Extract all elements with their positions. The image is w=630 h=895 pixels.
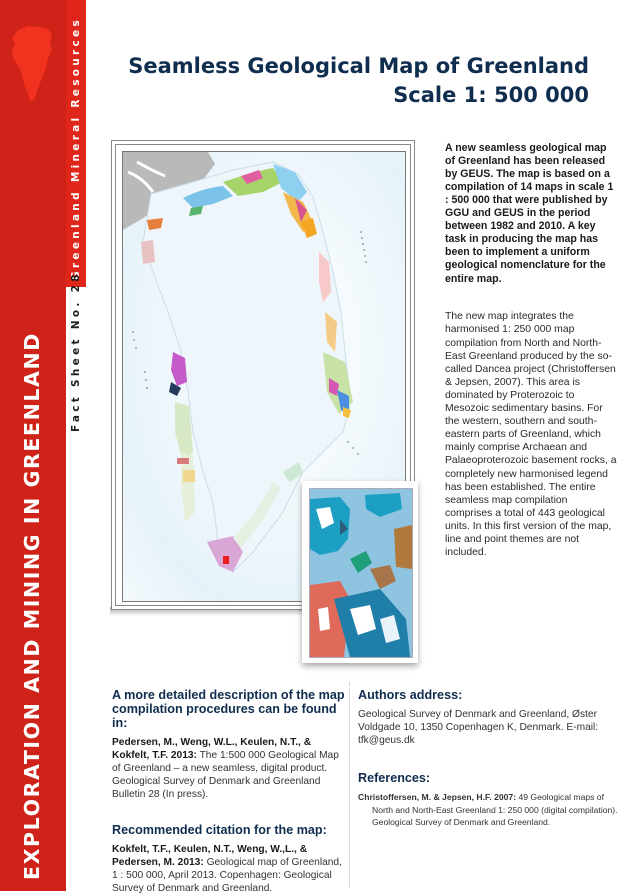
title-line-2: Scale 1: 500 000 — [393, 83, 589, 107]
detailed-description-reference — [112, 736, 347, 801]
bottom-left-column — [112, 688, 347, 895]
bottom-right-column — [358, 688, 620, 829]
citation-reference — [112, 843, 347, 895]
citation-text: Geological map of Greenland, 1 : 500 000, April 2013. Copenhagen: Geological Survey of Denmark and Greenland. — [112, 857, 342, 894]
reference-item — [358, 791, 620, 829]
map-detail-inset — [302, 481, 418, 663]
column-divider — [349, 682, 350, 887]
inset-map-graphic — [309, 488, 413, 658]
page-title — [128, 52, 589, 110]
greenland-silhouette-icon — [8, 24, 54, 104]
references-heading: References: — [358, 771, 431, 785]
detailed-description-heading: A more detailed description of the map compilation procedures can be found in: — [112, 688, 345, 730]
title-line-1: Seamless Geological Map of Greenland — [128, 54, 589, 78]
reference-item-authors: Christoffersen, M. & Jepsen, H.F. 2007: — [358, 792, 517, 802]
authors-address-heading: Authors address: — [358, 688, 463, 702]
reference-authors: Pedersen, M., Weng, W.L., Keulen, N.T., & Kokfelt, T.F. 2013: — [112, 737, 312, 761]
fact-sheet-number: Fact Sheet No. 28 — [70, 271, 82, 432]
authors-address-text: Geological Survey of Denmark and Greenland, Øster Voldgade 10, 1350 Copenhagen K, Denmark. E-mail: tfk@geus.dk — [358, 709, 599, 746]
reference-item-text: 49 Geological maps of North and North-East Greenland 1: 250 000 (digital compilation). Geological Survey of Denmark and Greenland. — [372, 792, 618, 827]
intro-paragraph: A new seamless geological map of Greenland has been released by GEUS. The map is based on a compilation of 14 maps in scale 1 : 500 000 that were published by GGU and GEUS in the period between 1982 and 2010. A key task in producing the map has been to implement a uniform geological nomenclature for the entire map. — [445, 141, 614, 285]
citation-authors: Kokfelt, T.F., Keulen, N.T., Weng, W.,L., & Pedersen, M. 2013: — [112, 844, 308, 868]
body-paragraph: The new map integrates the harmonised 1: 250 000 map compilation from North and North-East Greenland produced by the so-called Dancea project (Christoffersen & Jepsen, 2007). This area is dominated by Proterozoic to Mesozoic sedimentary basins. For the western, southern and south-eastern parts of Greenland, which mainly comprise Archaean and Palaeoproterozoic basement rocks, a completely new harmonised legend has been established. The entire seamless map compilation comprises a total of 443 geological units. In this first version of the map, line and point themes are not included. — [445, 311, 617, 559]
series-title: EXPLORATION AND MINING IN GREENLAND — [20, 332, 44, 880]
publisher-line: Greenland Mineral Resources — [70, 16, 82, 280]
reference-text: The 1:500 000 Geological Map of Greenland – a new seamless, digital product. Geological Survey of Denmark and Greenland Bulletin 28 (In press). — [112, 750, 339, 800]
citation-heading: Recommended citation for the map: — [112, 823, 327, 837]
